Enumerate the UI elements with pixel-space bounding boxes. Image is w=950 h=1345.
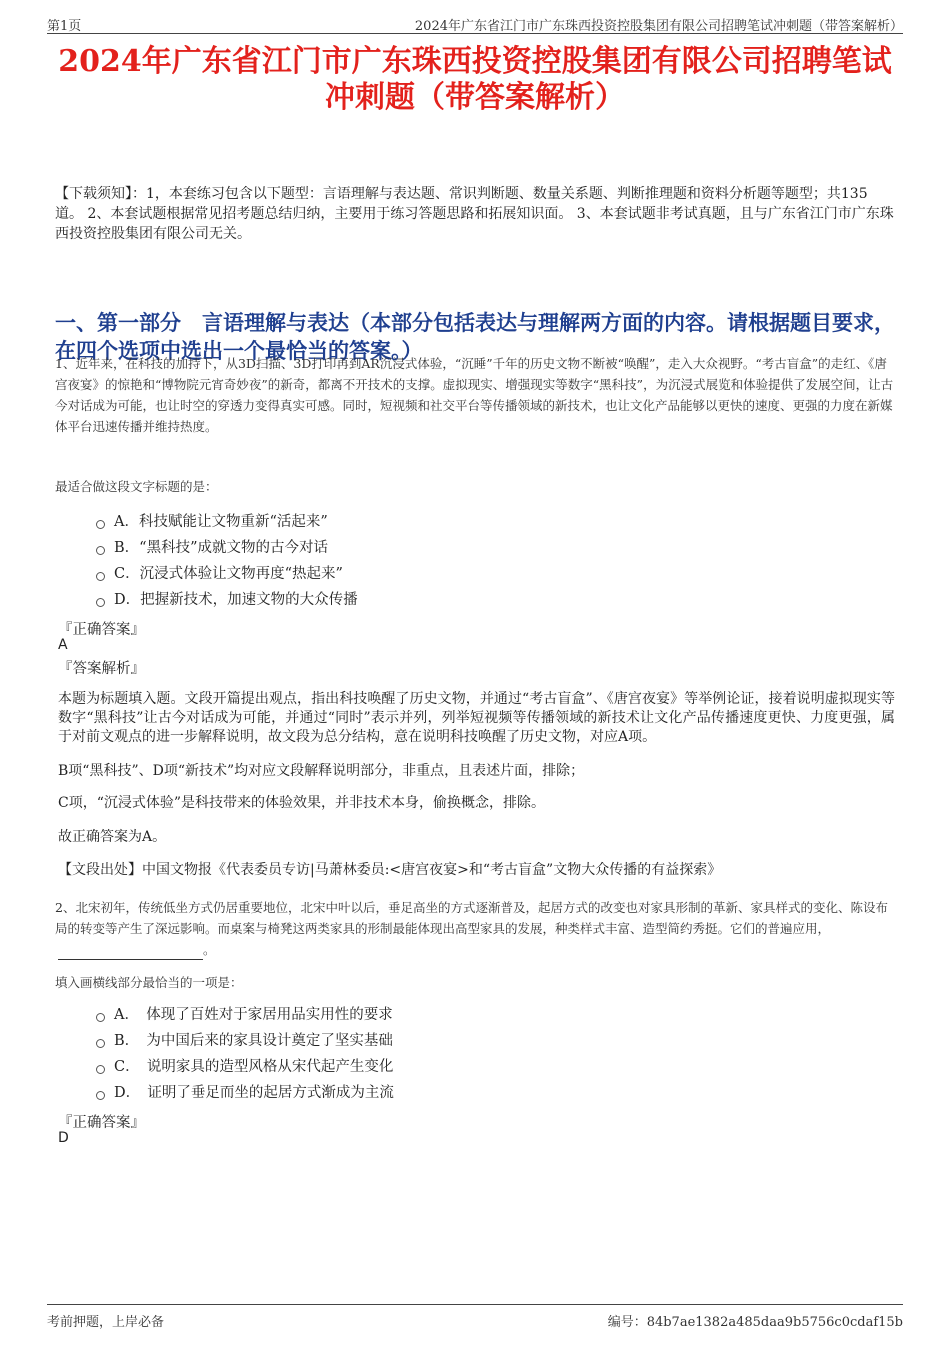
option-b-label: B． 为中国后来的家具设计奠定了坚实基础 xyxy=(114,1033,393,1049)
answer-value: D xyxy=(58,1130,69,1146)
analysis-conclusion: 故正确答案为A。 xyxy=(58,829,167,845)
option-d[interactable] xyxy=(96,1080,394,1106)
option-a[interactable] xyxy=(96,509,358,535)
option-c[interactable] xyxy=(96,561,358,587)
radio-icon[interactable] xyxy=(96,1091,105,1100)
analysis-paragraph: 本题为标题填入题。文段开篇提出观点，指出科技唤醒了历史文物，并通过“考古盲盒”、《唐宫夜宴》等举例论证，接着说明虚拟现实等数字“黑科技”让古今对话成为可能，并通过“同时”表示并列，列举短视频等传播领域的新技术让文化产品传播速度更快、力度更强，属于对前文观点的进一步解释说明，故文段为总分结构，意在说明科技唤醒了历史文物，对应A项。 xyxy=(58,691,895,745)
header-doc-title: 2024年广东省江门市广东珠西投资控股集团有限公司招聘笔试冲刺题（带答案解析） xyxy=(414,19,903,34)
question-2-end: 。 xyxy=(203,942,216,957)
option-d-label: D．把握新技术，加速文物的大众传播 xyxy=(114,592,358,608)
option-d-label: D． 证明了垂足而坐的起居方式渐成为主流 xyxy=(114,1085,394,1101)
page-title: 2024年广东省江门市广东珠西投资控股集团有限公司招聘笔试冲刺题（带答案解析） xyxy=(58,44,892,115)
question-1-prompt: 最适合做这段文字标题的是： xyxy=(55,479,218,494)
option-b[interactable] xyxy=(96,1028,394,1054)
section-heading: 一、第一部分 言语理解与表达（本部分包括表达与理解两方面的内容。请根据题目要求，在四个选项中选出一个最恰当的答案。） xyxy=(55,310,895,363)
radio-icon[interactable] xyxy=(96,598,105,607)
answer-label: 『正确答案』 xyxy=(58,1115,145,1131)
page-footer xyxy=(47,1304,903,1330)
radio-icon[interactable] xyxy=(96,520,105,529)
option-a-label: A．科技赋能让文物重新“活起来” xyxy=(114,514,328,530)
option-c-label: C．沉浸式体验让文物再度“热起来” xyxy=(114,566,343,582)
question-2-text xyxy=(55,897,895,960)
option-c[interactable] xyxy=(96,1054,394,1080)
option-a[interactable] xyxy=(96,1002,394,1028)
radio-icon[interactable] xyxy=(96,546,105,555)
analysis-paragraph: B项“黑科技”、D项“新技术”均对应文段解释说明部分，非重点，且表述片面，排除； xyxy=(58,763,585,779)
radio-icon[interactable] xyxy=(96,1013,105,1022)
radio-icon[interactable] xyxy=(96,1065,105,1074)
footer-slogan: 考前押题，上岸必备 xyxy=(47,1315,165,1330)
source-citation: 【文段出处】中国文物报《代表委员专访|马萧林委员:<唐宫夜宴>和“考古盲盒”文物大众传播的有益探索》 xyxy=(58,862,722,878)
question-1-options xyxy=(96,509,358,613)
radio-icon[interactable] xyxy=(96,572,105,581)
download-notice: 【下载须知】：1，本套练习包含以下题型：言语理解与表达题、常识判断题、数量关系题、判断推理题和资料分析题等题型；共135道。 2、本套试题根据常见招考题总结归纳，主要用于练习答题思路和拓展知识面。 3、本套试题非考试真题，且与广东省江门市广东珠西投资控股集团有限公司无关。 xyxy=(55,186,894,242)
answer-label: 『正确答案』 xyxy=(58,622,145,638)
analysis-label: 『答案解析』 xyxy=(58,661,145,677)
option-c-label: C． 说明家具的造型风格从宋代起产生变化 xyxy=(114,1059,394,1075)
fill-blank xyxy=(58,947,203,960)
answer-value: A xyxy=(58,637,68,653)
question-1-text: 1、近年来，在科技的加持下，从3D扫描、3D打印再到AR沉浸式体验，“沉睡”千年的历史文物不断被“唤醒”，走入大众视野。“考古盲盒”的走红、《唐宫夜宴》的惊艳和“博物院元宵奇妙夜”的新奇，都离不开技术的支撑。虚拟现实、增强现实等数字“黑科技”，为沉浸式展览和体验提供了发展空间，让古今对话成为可能，也让时空的穿透力变得真实可感。同时，短视频和社交平台等传播领域的新技术，也让文化产品能够以更快的速度、更强的力度在新媒体平台迅速传播并维持热度。 xyxy=(55,356,894,434)
footer-doc-id: 编号：84b7ae1382a485daa9b5756c0cdaf15b xyxy=(607,1315,903,1330)
option-b-label: B．“黑科技”成就文物的古今对话 xyxy=(114,540,328,556)
question-2-options xyxy=(96,1002,394,1106)
question-2-prompt: 填入画横线部分最恰当的一项是： xyxy=(55,975,243,990)
option-d[interactable] xyxy=(96,587,358,613)
question-2-body: 2、北宋初年，传统低坐方式仍居重要地位，北宋中叶以后，垂足高坐的方式逐渐普及，起居方式的改变也对家具形制的革新、家具样式的变化、陈设布局的转变等产生了深远影响。而桌案与椅凳这两类家具的形制最能体现出高型家具的发展，种类样式丰富、造型简约秀挺。它们的普遍应用， xyxy=(55,900,888,936)
option-b[interactable] xyxy=(96,535,358,561)
page-number: 第1页 xyxy=(47,19,82,34)
radio-icon[interactable] xyxy=(96,1039,105,1048)
page-header xyxy=(47,14,903,34)
analysis-paragraph: C项，“沉浸式体验”是科技带来的体验效果，并非技术本身，偷换概念，排除。 xyxy=(58,795,546,811)
option-a-label: A． 体现了百姓对于家居用品实用性的要求 xyxy=(114,1007,393,1023)
